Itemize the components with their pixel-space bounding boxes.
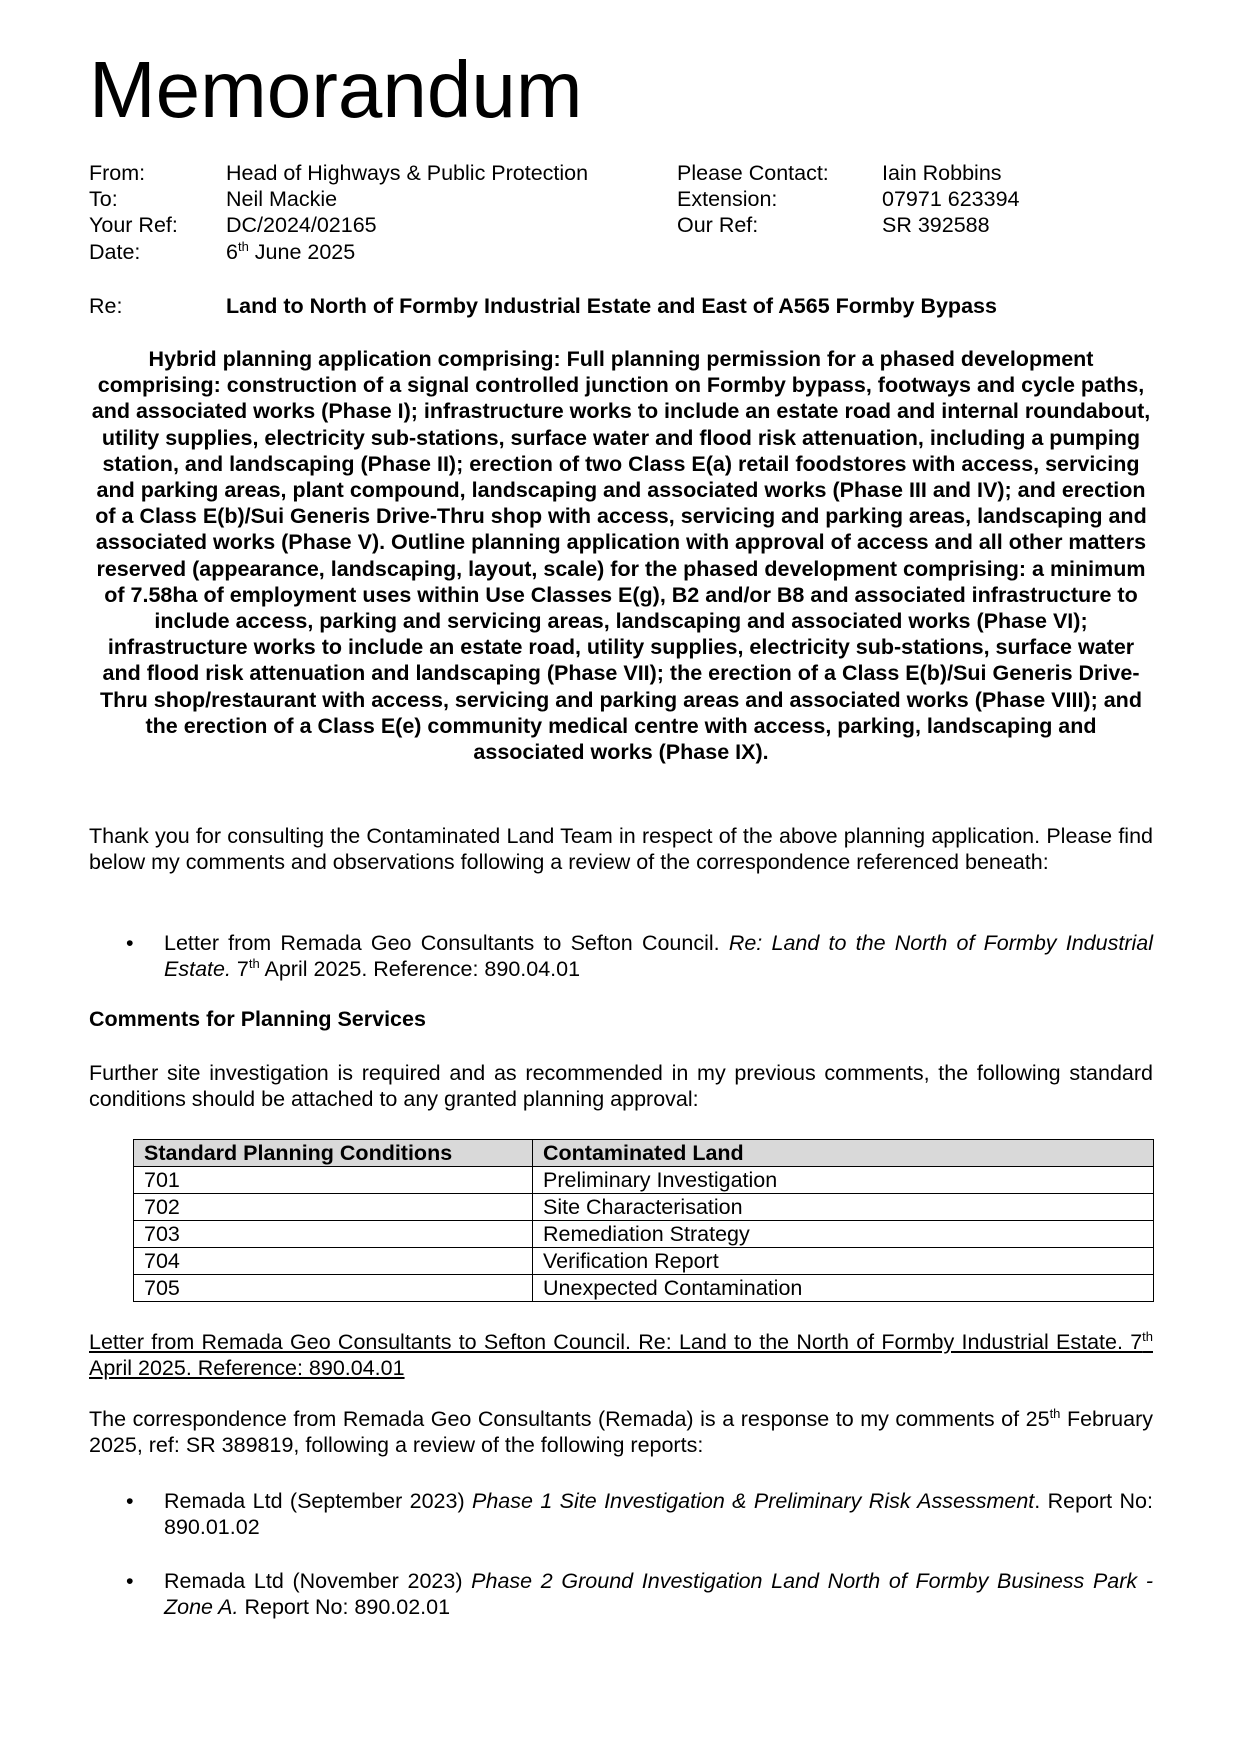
letter-heading [89, 1329, 1153, 1381]
meta-row-to [89, 186, 1153, 212]
conditions-table [133, 1139, 1154, 1302]
application-description: Hybrid planning application comprising: Full planning permission for a phased development comprising: construction of a signal controlled junction on Formby bypass, footways and cycle paths, and associated works (Phase I); infrastructure works to include an estate road and internal roundabout, utility supplies, electricity sub-stations, surface water and flood risk attenuation, including a pumping station, and landscaping (Phase II); erection of two Class E(a) retail foodstores with access, servicing and parking areas, plant compound, landscaping and associated works (Phase III and IV); and erection of a Class E(b)/Sui Generis Drive-Thru shop with access, servicing and parking areas, landscaping and associated works (Phase V). Outline planning application with approval of access and all other matters reserved (appearance, landscaping, layout, scale) for the phased development comprising: a minimum of 7.58ha of employment uses within Use Classes E(g), B2 and/or B8 and associated infrastructure to include access, parking and servicing areas, landscaping and associated works (Phase VI); infrastructure works to include an estate road, utility supplies, electricity sub-stations, surface water and flood risk attenuation and landscaping (Phase VII); the erection of a Class E(b)/Sui Generis Drive-Thru shop/restaurant with access, servicing and parking areas and associated works (Phase VIII); and the erection of a Class E(e) community medical centre with access, parking, landscaping and associated works (Phase IX). [91, 347, 1151, 765]
condition-code: 701 [134, 1167, 533, 1194]
bullet-dot: • [126, 931, 134, 955]
list-item [89, 930, 1153, 982]
bullet-suffix: th [248, 956, 260, 972]
table-row [134, 1221, 1154, 1248]
condition-name: Unexpected Contamination [533, 1275, 1154, 1302]
bullet-lead: Letter from Remada Geo Consultants to Sefton Council. [164, 931, 729, 955]
condition-code: 704 [134, 1248, 533, 1275]
meta-row-ref [89, 212, 1153, 238]
condition-code: 703 [134, 1221, 533, 1248]
comments-heading: Comments for Planning Services [89, 1007, 426, 1031]
bullet-italic: Phase 2 Ground Investigation Land North of Formby Business Park - Zone A. [164, 1569, 1153, 1620]
table-header-row [134, 1140, 1154, 1167]
intro-paragraph: Thank you for consulting the Contaminated Land Team in respect of the above planning application. Please find below my comments and observations following a review of the correspondence referenced beneath: [89, 824, 1153, 875]
bullet-dot: • [126, 1569, 134, 1593]
bullet-day: 7 [230, 957, 249, 982]
to-label: To: [89, 187, 118, 212]
further-paragraph: Further site investigation is required and as recommended in my previous comments, the following standard conditions should be attached to any granted planning approval: [89, 1061, 1153, 1112]
re-label: Re: [89, 294, 123, 318]
table-row [134, 1275, 1154, 1302]
bullet-dot: • [126, 1489, 134, 1513]
meta-row-from [89, 160, 1153, 186]
our-ref-label: Our Ref: [677, 213, 759, 238]
date-label: Date: [89, 239, 141, 264]
table-header-conditions: Standard Planning Conditions [134, 1140, 533, 1167]
table-row [134, 1248, 1154, 1275]
bullet-text [164, 1568, 1153, 1620]
condition-code: 702 [134, 1194, 533, 1221]
contact-label: Please Contact: [677, 161, 829, 185]
your-ref-value: DC/2024/02165 [226, 213, 377, 238]
corr-suffix: th [1049, 1406, 1061, 1421]
bullet-rest: . Report No: 890.01.02 [164, 1489, 1153, 1540]
meta-row-date [89, 239, 1153, 265]
bullet-italic: Re: Land to the North of Formby Industrial Estate. [164, 931, 1153, 982]
bullet-rest: Report No: 890.02.01 [238, 1595, 451, 1620]
condition-code: 705 [134, 1275, 533, 1302]
letter-heading-rest: April 2025. Reference: 890.04.01 [89, 1356, 405, 1381]
re-line [89, 294, 1153, 319]
date-value [226, 239, 677, 265]
list-item [89, 1568, 1153, 1620]
corr-rest: February 2025, ref: SR 389819, following a review of the following reports: [89, 1407, 1153, 1458]
from-value: Head of Highways & Public Protection [226, 161, 589, 185]
table-row [134, 1194, 1154, 1221]
letter-heading-suffix: th [1142, 1329, 1153, 1344]
condition-name: Remediation Strategy [533, 1221, 1154, 1248]
from-label: From: [89, 161, 146, 185]
your-ref-label: Your Ref: [89, 213, 178, 238]
bullet-italic: Phase 1 Site Investigation & Preliminary Risk Assessment [471, 1489, 1035, 1513]
letter-heading-lead: Letter from Remada Geo Consultants to Sefton Council. Re: Land to the North of Formby Industrial Estate. 7 [89, 1330, 1143, 1354]
correspondence-paragraph [89, 1406, 1153, 1458]
corr-lead: The correspondence from Remada Geo Consultants (Remada) is a response to my comments of 25 [89, 1407, 1050, 1431]
bullet-lead: Remada Ltd (September 2023) [164, 1489, 472, 1513]
table-header-contaminated-land: Contaminated Land [533, 1140, 1154, 1167]
condition-name: Preliminary Investigation [533, 1167, 1154, 1194]
to-value: Neil Mackie [226, 187, 338, 212]
our-ref-value: SR 392588 [882, 213, 990, 238]
bullet-rest: April 2025. Reference: 890.04.01 [259, 957, 581, 982]
list-item [89, 1488, 1153, 1540]
condition-name: Verification Report [533, 1248, 1154, 1275]
bullet-text [164, 1488, 1153, 1540]
extension-label: Extension: [677, 187, 778, 212]
re-title: Land to North of Formby Industrial Estate and East of A565 Formby Bypass [226, 294, 997, 318]
extension-value: 07971 623394 [882, 187, 1020, 212]
memo-header-fields [89, 160, 1153, 265]
date-rest: June 2025 [248, 239, 356, 264]
date-day: 6 [226, 239, 238, 264]
date-suffix: th [237, 238, 249, 254]
memo-title: Memorandum [89, 45, 583, 134]
condition-name: Site Characterisation [533, 1194, 1154, 1221]
table-row [134, 1167, 1154, 1194]
bullet-lead: Remada Ltd (November 2023) [164, 1569, 472, 1593]
contact-value: Iain Robbins [882, 161, 1002, 185]
bullet-text [164, 930, 1153, 982]
